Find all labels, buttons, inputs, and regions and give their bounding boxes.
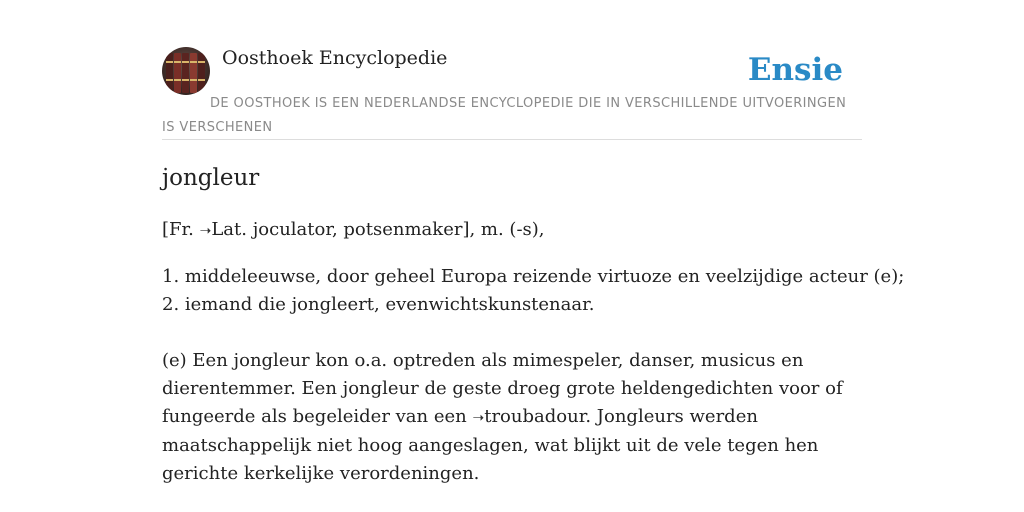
cross-reference-link-troubadour[interactable]: troubadour [484,406,586,427]
book-spine-icon [190,53,197,93]
site-name-link[interactable]: Oosthoek Encyclopedie [222,47,448,69]
definition-item: 2. iemand die jongleert, evenwichtskunstenaar. [162,294,595,315]
etymology-suffix: joculator, potsenmaker], m. (-s), [246,219,545,240]
book-spine-icon [198,53,205,93]
cross-reference-link-lat[interactable]: Lat. [211,219,247,240]
book-spine-icon [182,53,189,93]
entry-content [162,160,905,488]
encyclopedia-books-avatar[interactable] [162,47,210,95]
definition-item: 1. middeleeuwse, door geheel Europa reizende virtuoze en veelzijdige acteur (e); [162,266,905,287]
site-tagline: DE OOSTHOEK IS EEN NEDERLANDSE ENCYCLOPEDIE DIE IN VERSCHILLENDE UITVOERINGEN IS VERSCHENEN [162,96,847,135]
definitions-list [162,263,905,319]
etymology [162,216,862,245]
book-spine-icon [174,53,181,93]
brand-logo-link[interactable]: Ensie [747,52,843,88]
entry-note [162,347,862,488]
entry-title: jongleur [162,165,260,191]
note-text-start: (e) Een jongleur kon o.a. optreden als mimespeler, danser, musicus en dierentemmer. Een jongleur de geste droeg grote heldengedichten voor of fungeerde als begeleider van een [162,350,843,427]
cross-reference-arrow-icon: ➝ [199,223,212,239]
book-spine-icon [166,53,173,93]
site-header [162,46,862,140]
note-text-end: . Jongleurs werden maatschappelijk niet hoog aangeslagen, wat blijkt uit de vele tegen hen gerichte kerkelijke verordeningen. [162,406,819,484]
etymology-prefix: [Fr. [162,219,200,240]
cross-reference-arrow-icon: ➝ [472,410,485,426]
